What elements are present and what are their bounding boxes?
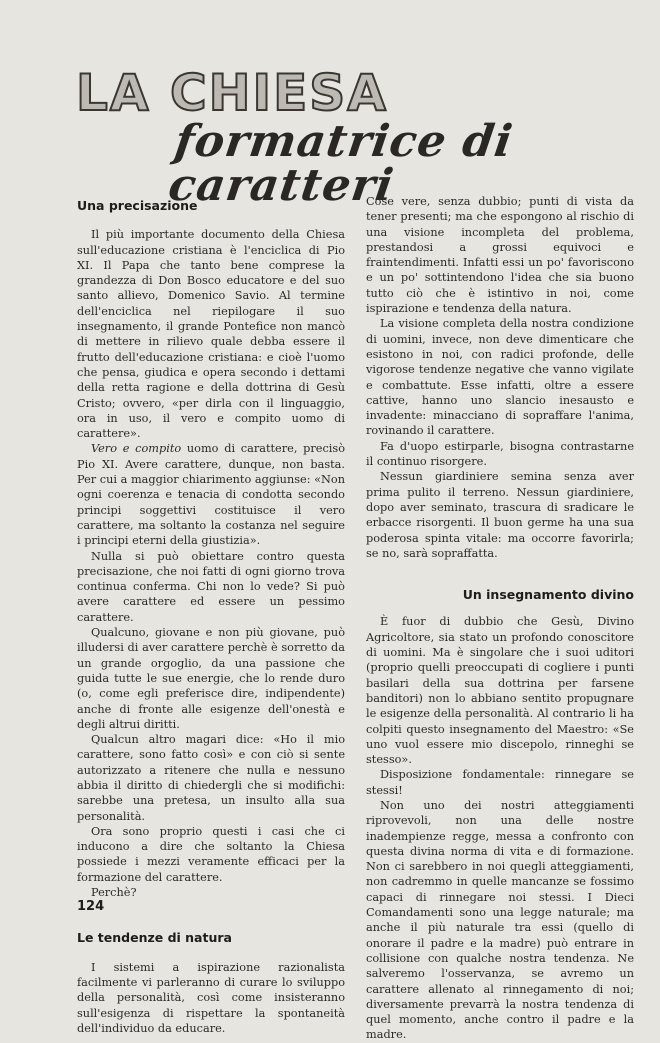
section-heading-precisazione: Una precisazione	[77, 198, 198, 213]
paragraph: Qualcuno, giovane e non più giovane, può illudersi di aver carattere perchè è sorretto da un grande orgoglio, da una passione che guida tutte le sue energie, che lo rende duro (o, come egli preferisce dire, indipendente) anche di fronte alle esigenze dell'onestà e degli altrui diritti.	[77, 626, 345, 731]
paragraph: Disposizione fondamentale: rinnegare se stessi!	[366, 768, 634, 797]
page-number: 124	[77, 899, 105, 914]
paragraph: Cose vere, senza dubbio; punti di vista da tener presenti; ma che espongono al rischio di una visione incompleta del problema, prestandosi a grossi equivoci e fraintendimenti. Infatti essi un po' favoriscono e un po' sottintendono l'idea che sia buono tutto ciò che è istintivo in noi, come ispirazione e tendenza della natura.	[366, 195, 634, 316]
left-column	[77, 198, 345, 1036]
paragraph: La visione completa della nostra condizione di uomini, invece, non deve dimenticare che esistono in noi, con radici profonde, delle vigorose tendenze negative che vanno vigilate e combattute. Esse infatti, oltre a essere cattive, hanno uno slancio inesausto e invadente: minacciano di sopraffare l'anima, rovinando il carattere.	[366, 317, 634, 438]
paragraph: È fuor di dubbio che Gesù, Divino Agricoltore, sia stato un profondo conoscitore di uomini. Ma è singolare che i suoi uditori (proprio quelli preoccupati di cogliere i punti basilari della sua dottrina per farsene banditori) non lo abbiano sentito propugnare le esigenze della personalità. Al contrario li ha colpiti questo insegnamento del Maestro: «Se uno vuol essere mio discepolo, rinneghi se stesso».	[366, 615, 634, 767]
paragraph: Qualcun altro magari dice: «Ho il mio carattere, sono fatto così» e con ciò si sente autorizzato a ritenere che nulla e nessuno abbia il diritto di chiedergli che si modifichi: sarebbe una pretesa, un insulto alla sua personalità.	[77, 733, 345, 823]
paragraph: Nessun giardiniere semina senza aver prima pulito il terreno. Nessun giardiniere, dopo aver seminato, trascura di sradicare le erbacce risorgenti. Il buon germe ha una sua poderosa spinta vitale: ma occorre favorirla; se no, sarà sopraffatta.	[366, 470, 634, 560]
paragraph: Non uno dei nostri atteggiamenti riprovevoli, non una delle nostre inadempienze regge, messa a confronto con questa divina norma di vita e di formazione. Non ci sarebbero in noi quegli atteggiamenti, non cadremmo in quelle mancanze se fossimo capaci di rinnegare noi stessi. I Dieci Comandamenti sono una legge naturale; ma anche il più naturale tra essi (quello di onorare il padre e la madre) può entrare in collisione con qualche nostra tendenza. Ne salveremo l'osservanza, se avremo un carattere allenato al rinnegamento di noi; diversamente prevarrà la nostra tendenza di quel momento, anche contro il padre e la madre.	[366, 798, 634, 1042]
italic-phrase: Vero e compito	[91, 442, 182, 456]
paragraph: Nulla si può obiettare contro questa precisazione, che noi fatti di ogni giorno trova continua conferma. Chi non lo vede? Si può avere carattere ed essere un pessimo carattere.	[77, 549, 345, 624]
paragraph: Fa d'uopo estirparle, bisogna contrastarne il continuo risorgere.	[366, 439, 634, 469]
paragraph: I sistemi a ispirazione razionalista facilmente vi parleranno di curare lo sviluppo della personalità, così come insisteranno sull'esigenza di rispettare la spontaneità dell'individuo da educare.	[77, 960, 345, 1035]
section-heading-insegnamento: Un insegnamento divino	[462, 587, 634, 603]
article-title: LA CHIESA	[76, 64, 388, 122]
paragraph: Ora sono proprio questi i casi che ci inducono a dire che soltanto la Chiesa possiede i mezzi veramente efficaci per la formazione del carattere.	[77, 824, 345, 884]
paragraph-text: uomo di carattere, precisò Pio XI. Avere carattere, dunque, non basta. Per cui a maggior chiarimento aggiunse: «Non ogni coerenza e tenacia di condotta secondo principi soggettivi costituisce il vero carattere, ma soltanto la costanza nel seguire i principi eterni della giustizia».	[77, 442, 345, 548]
paragraph	[77, 441, 345, 548]
article-subtitle: formatrice di caratteri	[165, 116, 517, 211]
right-column	[366, 194, 634, 1043]
paragraph: Il più importante documento della Chiesa sull'educazione cristiana è l'enciclica di Pio XI. Il Papa che tanto bene comprese la grandezza di Don Bosco educatore e del suo santo allievo, Domenico Savio. Al termine dell'enciclica nel riepilogare il suo insegnamento, il grande Pontefice non mancò di mettere in rilievo quale debba essere il frutto dell'educazione cristiana: e cioè l'uomo che pensa, giudica e opera secondo i dettami della retta ragione e della dottrina di Gesù Cristo; ovvero, «per dirla con il linguaggio, ora in uso, il vero e compito uomo di carattere».	[77, 228, 345, 441]
section-heading-tendenze: Le tendenze di natura	[77, 930, 232, 946]
paragraph: Perchè?	[91, 886, 137, 900]
